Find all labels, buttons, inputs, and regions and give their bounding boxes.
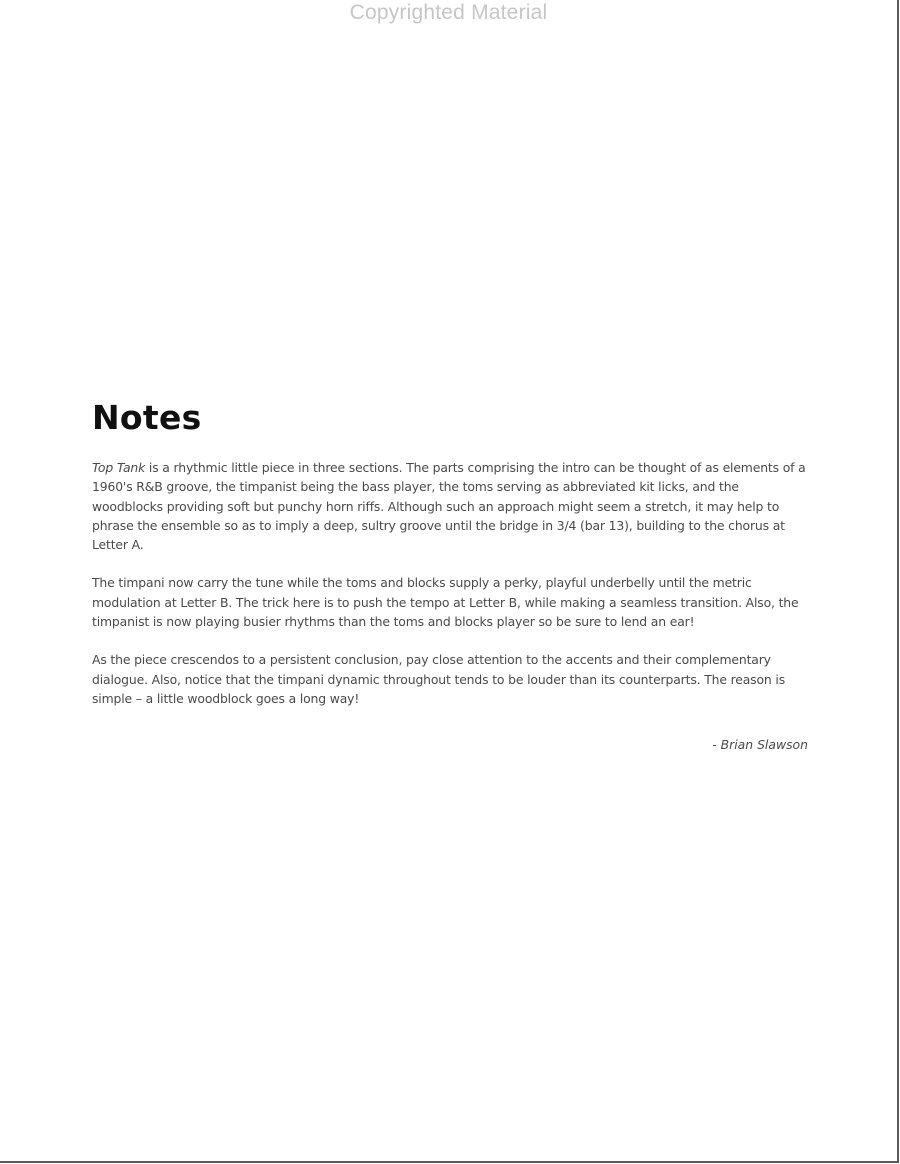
notes-body <box>92 458 812 727</box>
notes-paragraph-3: As the piece crescendos to a persistent conclusion, pay close attention to the accents and their complementary dialogue. Also, notice that the timpani dynamic throughout tends to be louder than its counterparts. The reason is simple – a little woodblock goes a long way! <box>92 652 785 706</box>
notes-paragraph-2: The timpani now carry the tune while the toms and blocks supply a perky, playful underbelly until the metric modulation at Letter B. The trick here is to push the tempo at Letter B, while making a seamless transition. Also, the timpanist is now playing busier rhythms than the toms and blocks player so be sure to lend an ear! <box>92 575 799 630</box>
paragraph-1-text: is a rhythmic little piece in three sections. The parts comprising the intro can be thought of as elements of a 1960's R&B groove, the timpanist being the bass player, the toms serving as abbreviated kit licks, and the woodblocks providing soft but punchy horn riffs. Although such an approach might seem a stretch, it may help to phrase the ensemble so as to imply a deep, sultry groove until the bridge in 3/4 (bar 13), building to the chorus at Letter A. <box>92 460 806 553</box>
author-signature: - Brian Slawson <box>712 737 808 752</box>
page-title: Notes <box>92 398 202 437</box>
piece-title: Top Tank <box>92 460 146 475</box>
notes-paragraph-1 <box>92 458 812 554</box>
copyright-watermark: Copyrighted Material <box>349 1 548 24</box>
